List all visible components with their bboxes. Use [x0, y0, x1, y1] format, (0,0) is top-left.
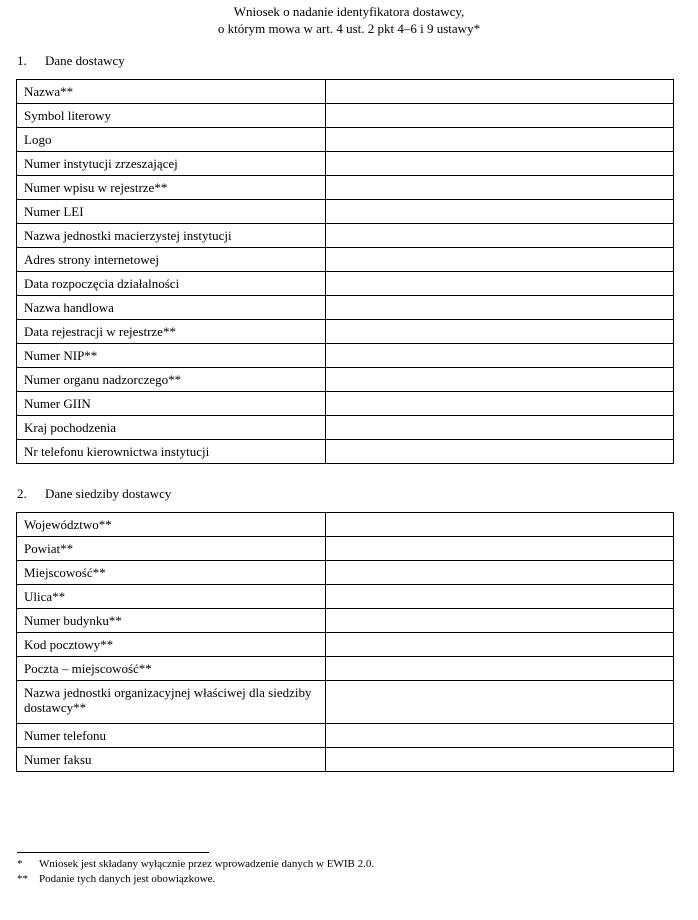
footnote-mark: ** [17, 873, 28, 885]
field-value-cell[interactable] [326, 609, 674, 633]
field-label: Adres strony internetowej [17, 248, 326, 272]
field-label: Logo [17, 128, 326, 152]
field-value-cell[interactable] [326, 128, 674, 152]
table-row [17, 748, 674, 772]
field-value-cell[interactable] [326, 368, 674, 392]
field-value-cell[interactable] [326, 416, 674, 440]
table-row [17, 80, 674, 104]
field-value-cell[interactable] [326, 392, 674, 416]
table-row [17, 320, 674, 344]
table-row [17, 440, 674, 464]
field-label: Numer faksu [17, 748, 326, 772]
field-value-cell[interactable] [326, 561, 674, 585]
footnote-divider [17, 852, 209, 853]
table-row [17, 344, 674, 368]
field-label: Numer organu nadzorczego** [17, 368, 326, 392]
field-value-cell[interactable] [326, 585, 674, 609]
field-label: Numer instytucji zrzeszającej [17, 152, 326, 176]
table-row [17, 561, 674, 585]
field-label: Województwo** [17, 513, 326, 537]
field-value-cell[interactable] [326, 440, 674, 464]
field-label: Data rejestracji w rejestrze** [17, 320, 326, 344]
field-label: Numer wpisu w rejestrze** [17, 176, 326, 200]
table-row [17, 248, 674, 272]
supplier-address-table [16, 512, 674, 772]
table-row [17, 681, 674, 724]
field-value-cell[interactable] [326, 681, 674, 724]
table-row [17, 513, 674, 537]
section-1-title: Dane dostawcy [45, 53, 125, 68]
table-row [17, 585, 674, 609]
field-value-cell[interactable] [326, 657, 674, 681]
field-value-cell[interactable] [326, 272, 674, 296]
table-row [17, 416, 674, 440]
field-value-cell[interactable] [326, 513, 674, 537]
title-line-2: o którym mowa w art. 4 ust. 2 pkt 4–6 i 9 ustawy* [217, 21, 481, 36]
table-row [17, 392, 674, 416]
table-row [17, 296, 674, 320]
field-label: Kod pocztowy** [17, 633, 326, 657]
field-label: Powiat** [17, 537, 326, 561]
section-2-heading [17, 486, 171, 502]
field-value-cell[interactable] [326, 152, 674, 176]
table-row [17, 128, 674, 152]
footnote-text: Podanie tych danych jest obowiązkowe. [39, 873, 216, 885]
field-label: Numer telefonu [17, 724, 326, 748]
section-1-heading [17, 53, 125, 69]
field-value-cell[interactable] [326, 537, 674, 561]
section-2-title: Dane siedziby dostawcy [45, 486, 172, 501]
field-value-cell[interactable] [326, 344, 674, 368]
field-value-cell[interactable] [326, 296, 674, 320]
table-row [17, 724, 674, 748]
table-row [17, 104, 674, 128]
field-label: Nazwa** [17, 80, 326, 104]
field-label: Numer GIIN [17, 392, 326, 416]
title-line-1: Wniosek o nadanie identyfikatora dostawcy, [233, 4, 465, 19]
field-label: Kraj pochodzenia [17, 416, 326, 440]
table-row [17, 368, 674, 392]
field-value-cell[interactable] [326, 248, 674, 272]
field-label: Nr telefonu kierownictwa instytucji [17, 440, 326, 464]
field-label: Numer budynku** [17, 609, 326, 633]
document-title [0, 3, 698, 37]
field-label: Data rozpoczęcia działalności [17, 272, 326, 296]
field-value-cell[interactable] [326, 320, 674, 344]
section-2-number: 2. [17, 486, 27, 501]
table-row [17, 224, 674, 248]
field-label: Symbol literowy [17, 104, 326, 128]
field-label: Nazwa handlowa [17, 296, 326, 320]
field-value-cell[interactable] [326, 724, 674, 748]
section-1-number: 1. [17, 53, 27, 68]
field-value-cell[interactable] [326, 748, 674, 772]
field-value-cell[interactable] [326, 176, 674, 200]
footnotes [17, 857, 374, 887]
table-row [17, 272, 674, 296]
footnote-item [17, 857, 374, 872]
footnote-mark: * [17, 858, 23, 870]
field-label: Nazwa jednostki macierzystej instytucji [17, 224, 326, 248]
table-row [17, 152, 674, 176]
field-value-cell[interactable] [326, 633, 674, 657]
table-row [17, 200, 674, 224]
field-label: Numer NIP** [17, 344, 326, 368]
table-row [17, 633, 674, 657]
table-row [17, 609, 674, 633]
field-label: Miejscowość** [17, 561, 326, 585]
field-value-cell[interactable] [326, 224, 674, 248]
footnote-item [17, 872, 374, 887]
footnote-text: Wniosek jest składany wyłącznie przez wprowadzenie danych w EWIB 2.0. [39, 858, 375, 870]
table-row [17, 176, 674, 200]
supplier-data-table [16, 79, 674, 464]
table-row [17, 537, 674, 561]
field-value-cell[interactable] [326, 104, 674, 128]
field-value-cell[interactable] [326, 80, 674, 104]
field-label: Poczta – miejscowość** [17, 657, 326, 681]
field-value-cell[interactable] [326, 200, 674, 224]
field-label: Nazwa jednostki organizacyjnej właściwej dla siedziby dostawcy** [17, 681, 326, 724]
field-label: Ulica** [17, 585, 326, 609]
field-label: Numer LEI [17, 200, 326, 224]
table-row [17, 657, 674, 681]
